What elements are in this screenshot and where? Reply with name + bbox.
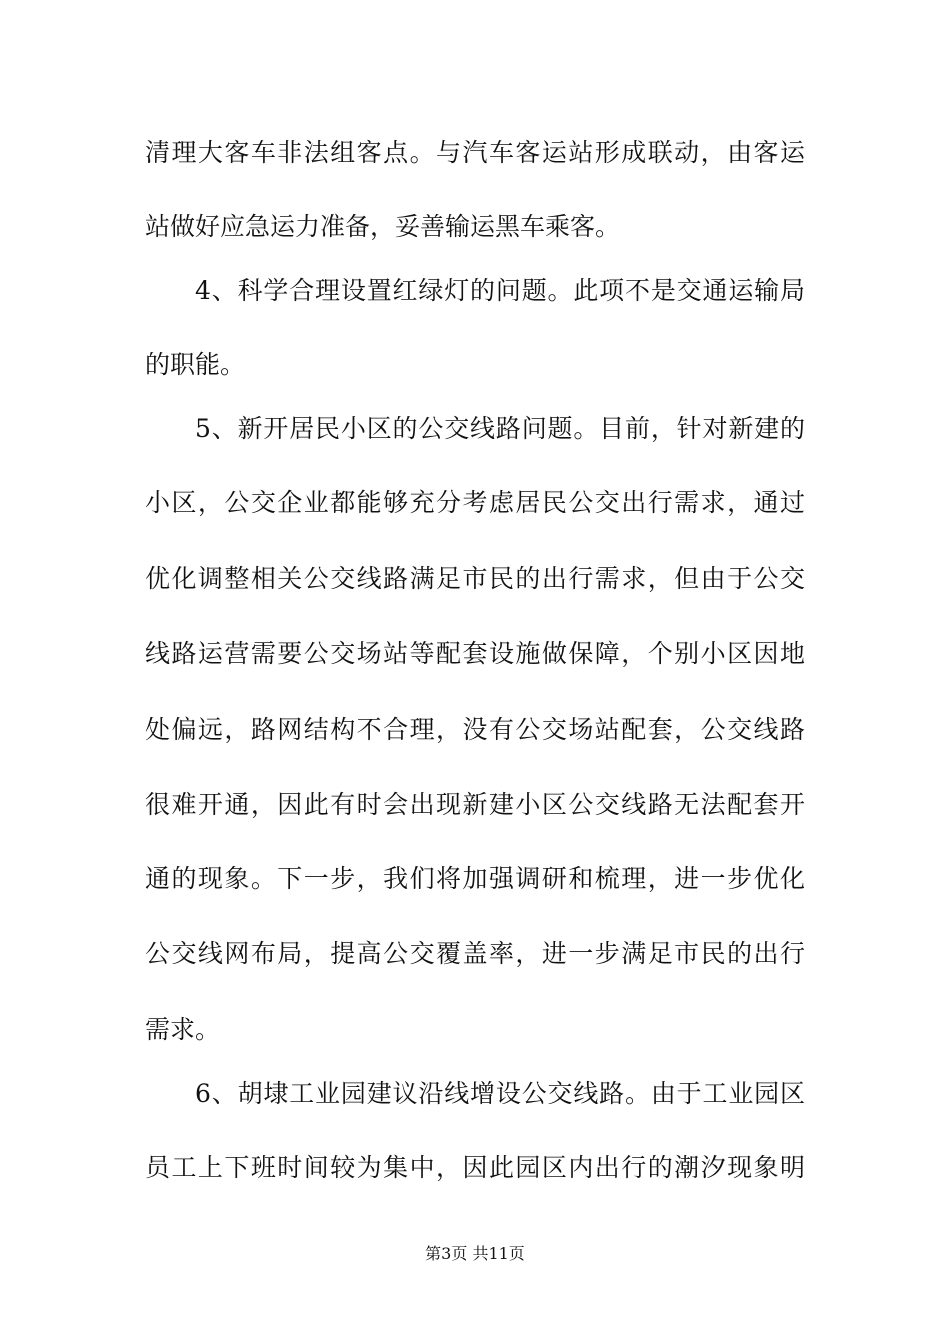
- text-line: 通的现象。下一步，我们将加强调研和梳理，进一步优化: [145, 864, 805, 893]
- text-line: 的职能。: [145, 350, 246, 379]
- text-line: 处偏远，路网结构不合理，没有公交场站配套，公交线路: [145, 715, 805, 744]
- text-line: 优化调整相关公交线路满足市民的出行需求，但由于公交: [145, 564, 805, 593]
- text-line: 6、胡埭工业园建议沿线增设公交线路。由于工业园区: [195, 1079, 805, 1108]
- text-line: 很难开通，因此有时会出现新建小区公交线路无法配套开: [145, 790, 805, 819]
- text-line: 公交线网布局，提高公交覆盖率，进一步满足市民的出行: [145, 939, 805, 968]
- text-line: 员工上下班时间较为集中，因此园区内出行的潮汐现象明: [145, 1153, 805, 1182]
- text-line: 站做好应急运力准备，妥善输运黑车乘客。: [145, 212, 621, 241]
- text-line: 小区，公交企业都能够充分考虑居民公交出行需求，通过: [145, 488, 805, 517]
- text-line: 线路运营需要公交场站等配套设施做保障，个别小区因地: [145, 639, 805, 668]
- page-number-footer: 第3页 共11页: [425, 1244, 525, 1263]
- text-line: 4、科学合理设置红绿灯的问题。此项不是交通运输局: [195, 276, 805, 305]
- text-line: 5、新开居民小区的公交线路问题。目前，针对新建的: [195, 414, 805, 443]
- text-line: 清理大客车非法组客点。与汽车客运站形成联动，由客运: [145, 138, 805, 167]
- text-line: 需求。: [145, 1015, 221, 1044]
